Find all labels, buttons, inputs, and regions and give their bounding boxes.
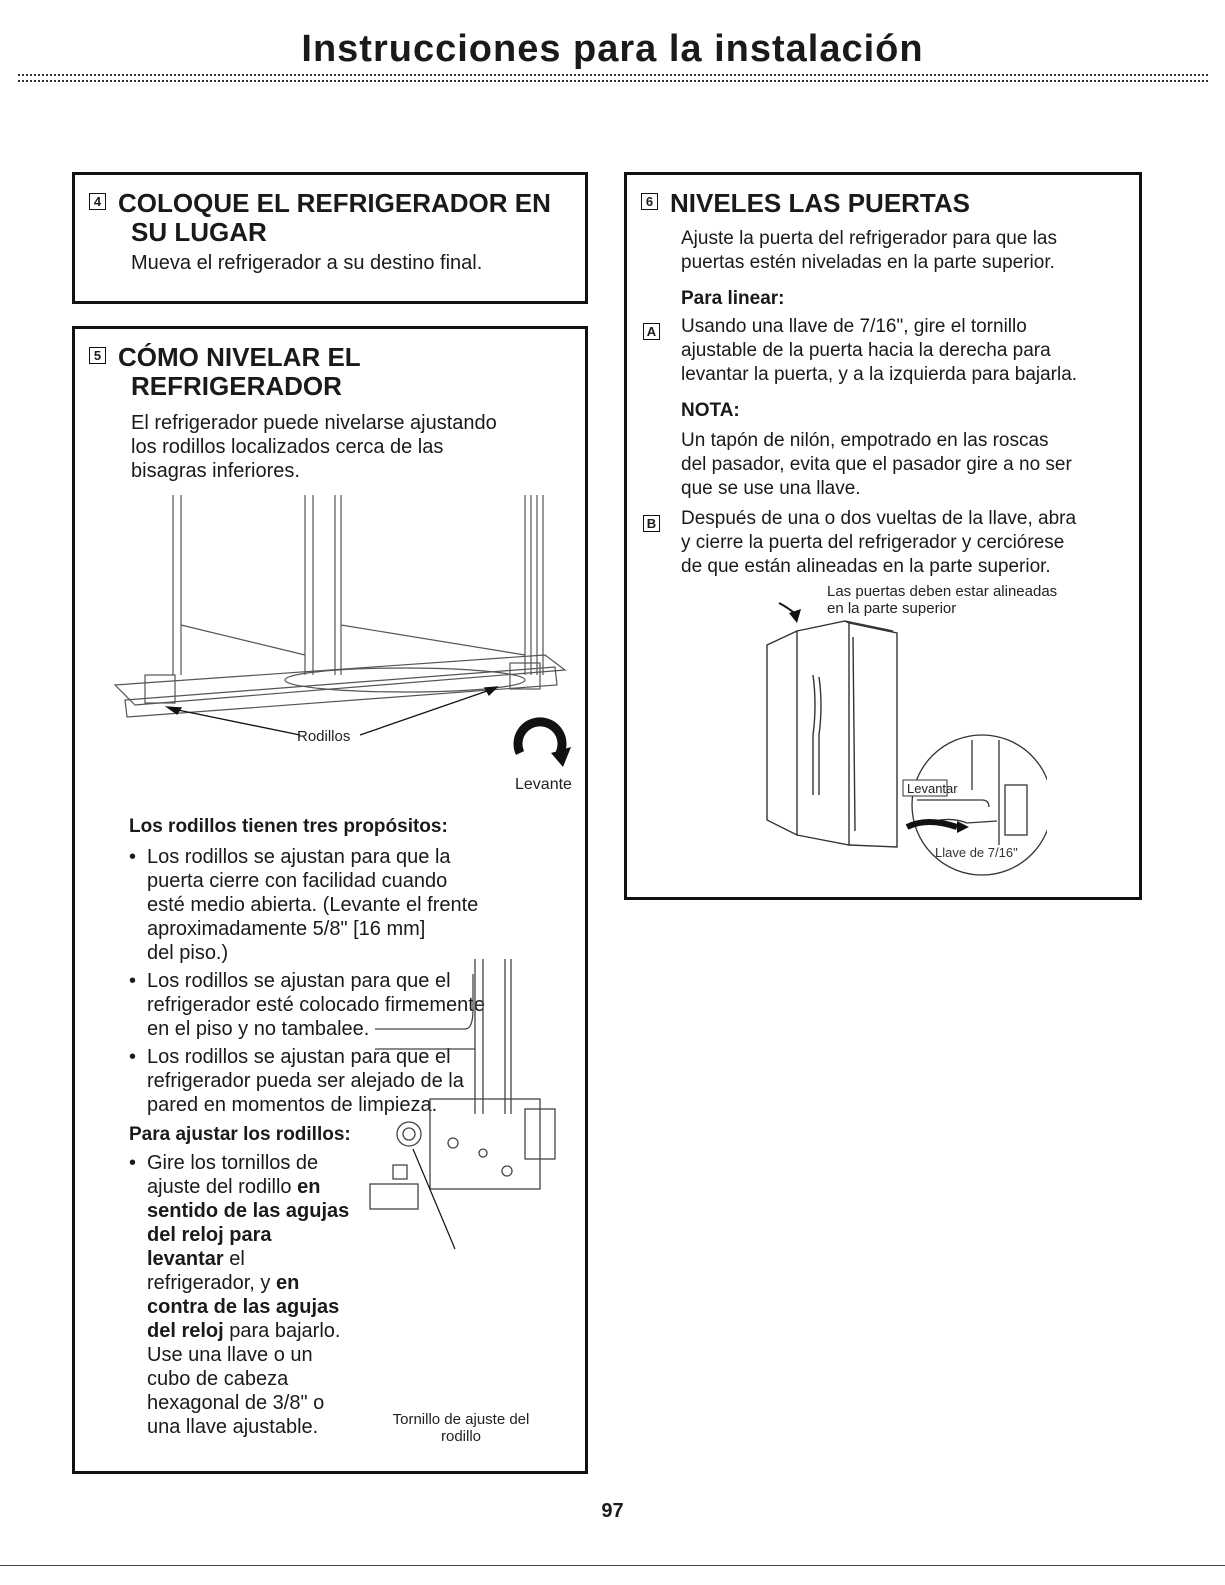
wrench-label: Llave de 7/16" bbox=[935, 845, 1018, 860]
section-6-title: 6 NIVELES LAS PUERTAS bbox=[641, 189, 970, 218]
list-item: • Los rodillos se ajustan para que el refrigerador pueda ser alejado de la pared en momentos de limpieza. bbox=[129, 1045, 579, 1117]
bottom-divider bbox=[0, 1565, 1225, 1566]
adjust-screw-figure bbox=[365, 959, 575, 1259]
adjust-instructions: • Gire los tornillos de ajuste del rodillo en sentido de las agujas del reloj para levantar el refrigerador, y en contra de las agujas del reloj para bajarlo. Use una llave o un cubo de cabeza hexagonal de 3/8" o una llave ajustable. bbox=[129, 1151, 579, 1439]
roller-figure bbox=[105, 495, 585, 795]
align-heading: Para linear: bbox=[681, 288, 785, 309]
section-5-intro: El refrigerador puede nivelarse ajustando los rodillos localizados cerca de las bisagras inferiores. bbox=[131, 412, 497, 482]
screw-caption: Tornillo de ajuste del rodillo bbox=[392, 1411, 530, 1445]
note-text: Un tapón de nilón, empotrado en las roscas del pasador, evita que el pasador gire a no ser que se use una llave. bbox=[681, 430, 1072, 499]
header-divider bbox=[18, 74, 1208, 82]
section-4-box bbox=[72, 172, 588, 304]
step-b-text: Después de una o dos vueltas de la llave, abra y cierre la puerta del refrigerador y cerciórese de que están alineadas en la parte superior. bbox=[681, 508, 1077, 577]
doors-figure bbox=[757, 595, 1047, 895]
raise-label: Levante bbox=[515, 776, 572, 793]
section-6-box bbox=[624, 172, 1142, 900]
step-label-b: B bbox=[643, 515, 660, 532]
step-a-text: Usando una llave de 7/16", gire el tornillo ajustable de la puerta hacia la derecha para levantar la puerta, y a la izquierda para bajarla. bbox=[681, 316, 1078, 385]
curved-arrow-icon bbox=[779, 603, 801, 623]
page-number: 97 bbox=[601, 1500, 624, 1522]
section-4-text: Mueva el refrigerador a su destino final. bbox=[131, 252, 483, 274]
rollers-label: Rodillos bbox=[297, 728, 351, 745]
doors-caption: Las puertas deben estar alineadas en la parte superior bbox=[827, 583, 1058, 617]
note-heading: NOTA: bbox=[681, 400, 740, 421]
list-item: • Los rodillos se ajustan para que la puerta cierre con facilidad cuando esté medio abierta. (Levante el frente aproximadamente 5/8" [16 mm] del piso.) bbox=[129, 845, 579, 965]
raise-arrow-icon bbox=[518, 722, 571, 767]
step-label-a: A bbox=[643, 323, 660, 340]
section-6-intro: Ajuste la puerta del refrigerador para que las puertas estén niveladas en la parte superior. bbox=[681, 228, 1058, 273]
section-5-title: 5 CÓMO NIVELAR EL REFRIGERADOR bbox=[89, 343, 361, 401]
list-item: • Los rodillos se ajustan para que el refrigerador esté colocado firmemente en el piso y no tambalee. bbox=[129, 969, 579, 1041]
raise-label: Levantar bbox=[907, 781, 958, 796]
step-number-4: 4 bbox=[89, 193, 106, 210]
page-title: Instrucciones para la instalación bbox=[301, 28, 924, 70]
purposes-heading: Los rodillos tienen tres propósitos: bbox=[129, 816, 448, 837]
step-number-5: 5 bbox=[89, 347, 106, 364]
adjust-heading: Para ajustar los rodillos: bbox=[129, 1124, 351, 1145]
section-5-box bbox=[72, 326, 588, 1474]
section-4-title: 4 COLOQUE EL REFRIGERADOR EN SU LUGAR bbox=[89, 189, 585, 247]
step-number-6: 6 bbox=[641, 193, 658, 210]
